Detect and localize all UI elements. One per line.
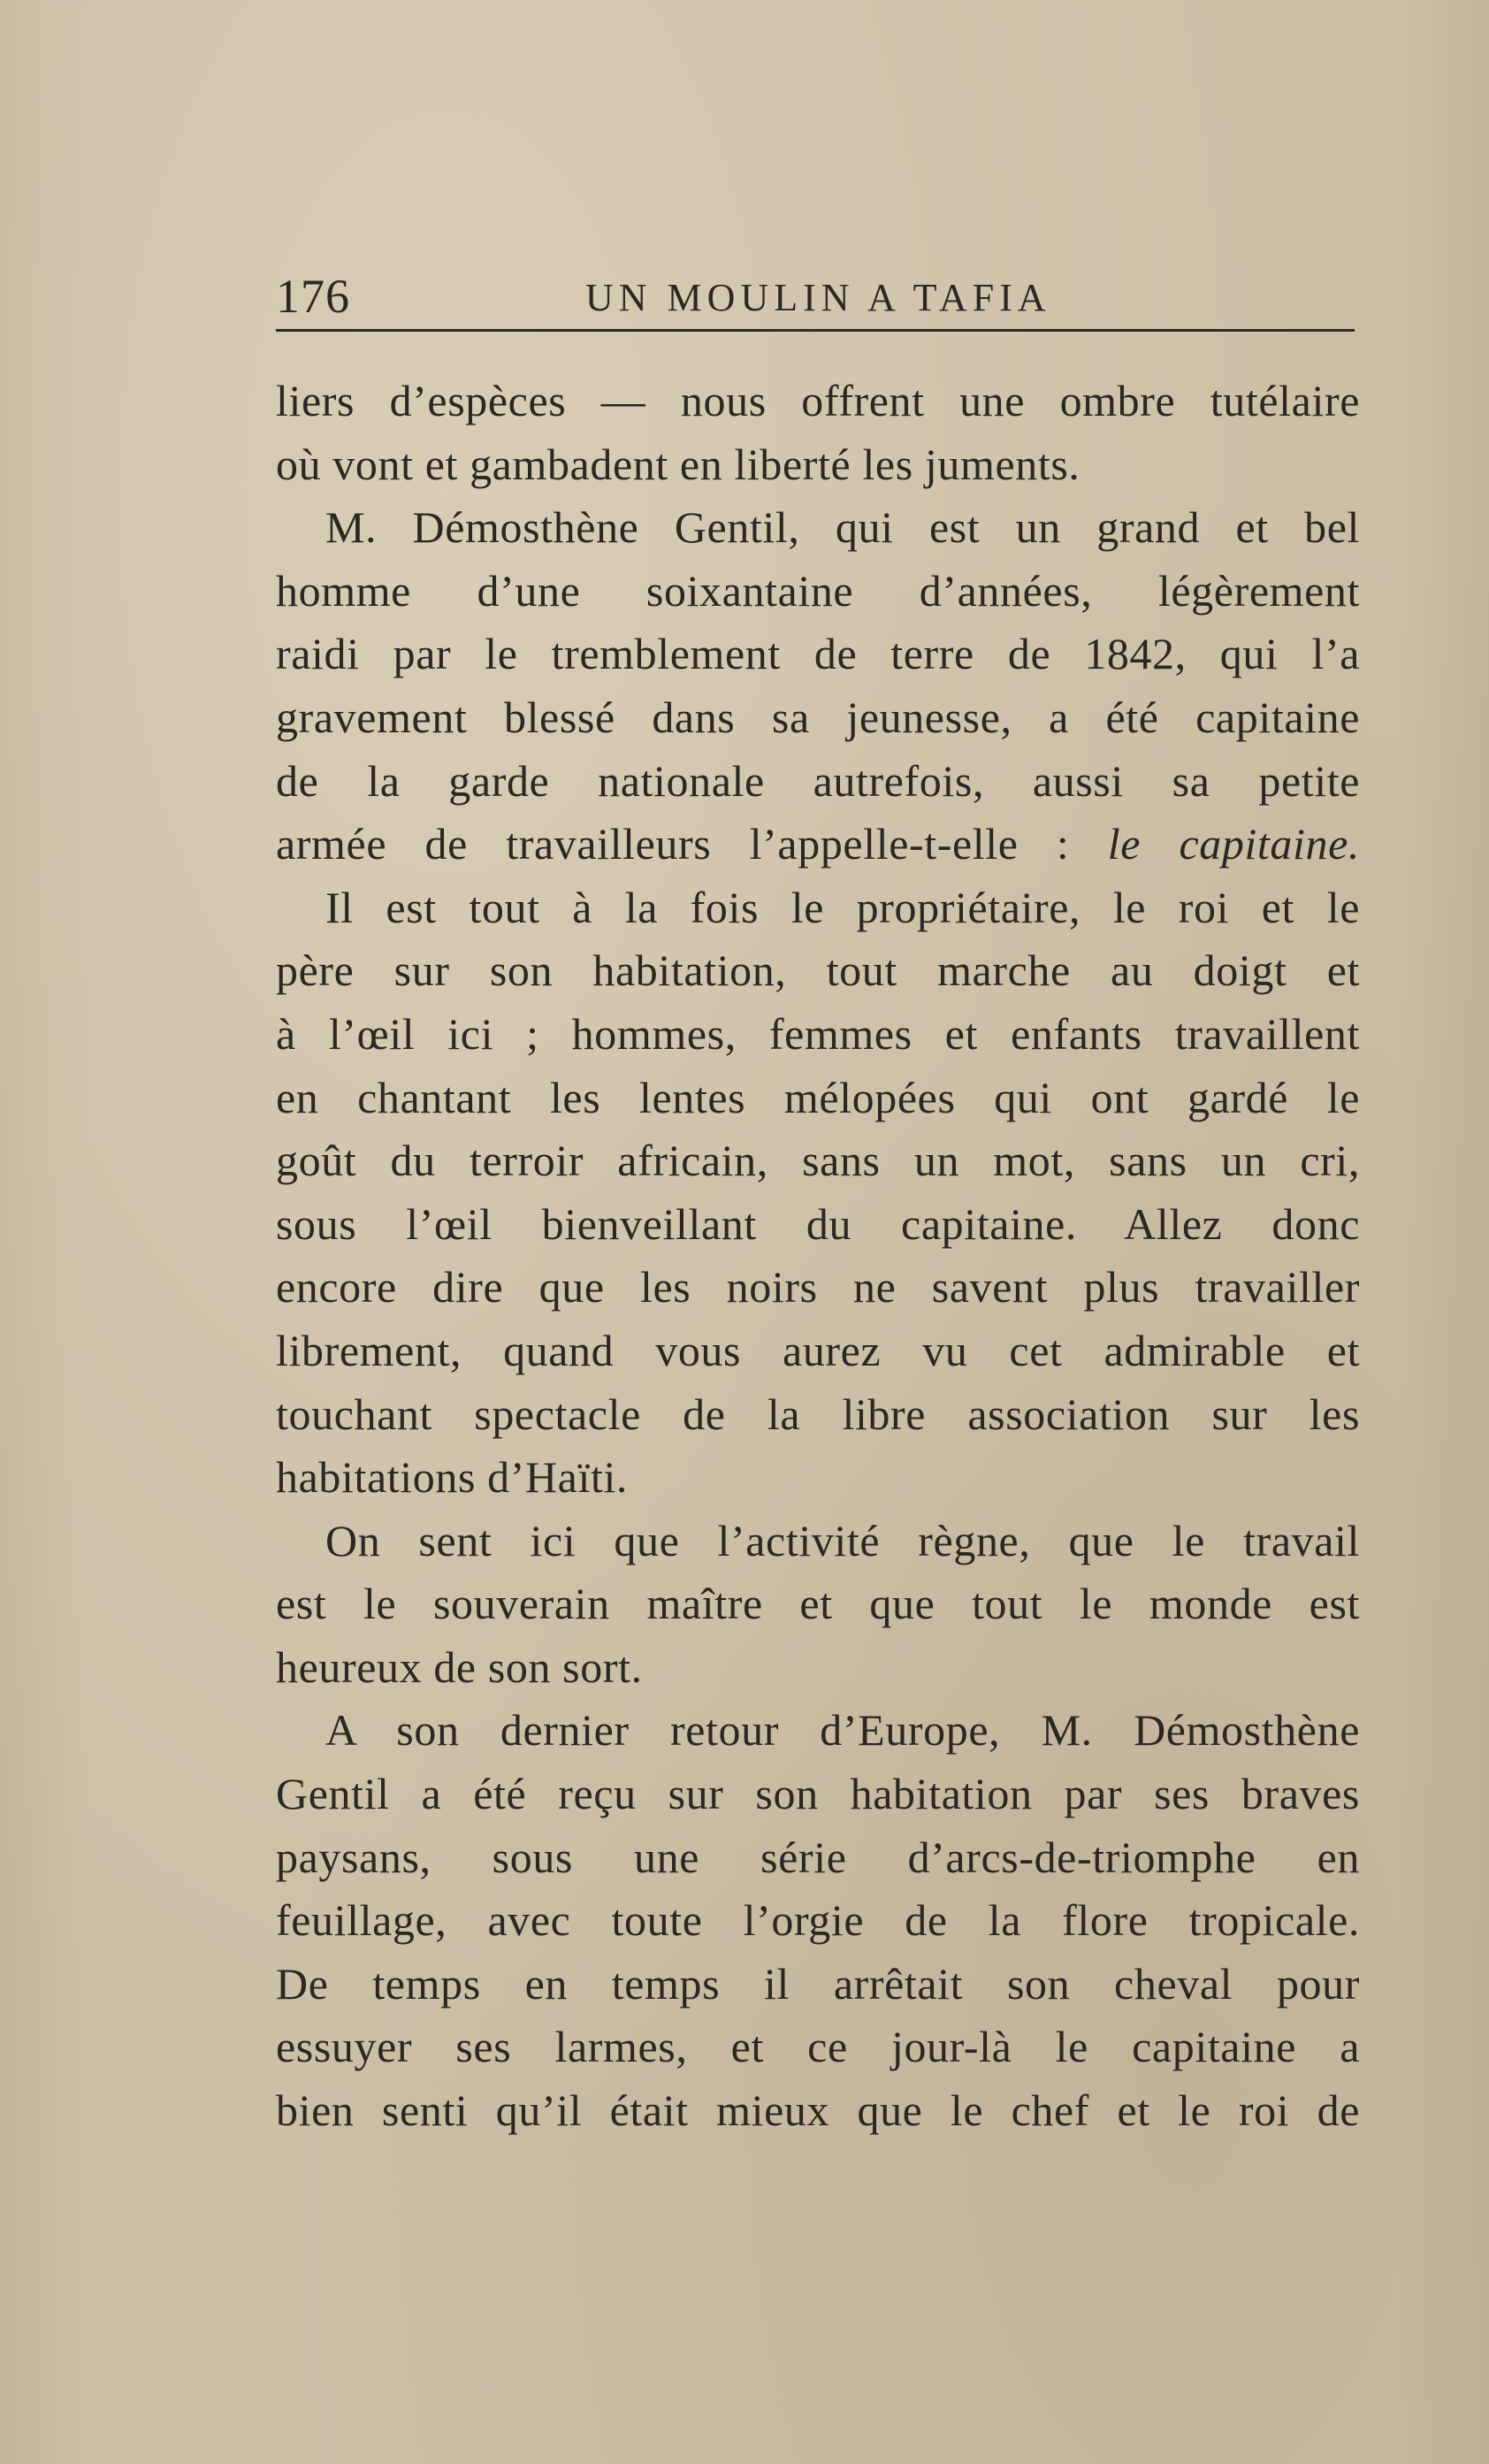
body-text <box>276 370 1360 2143</box>
text-line: habitations d’Haïti. <box>276 1452 629 1503</box>
text-line: heureux de son sort. <box>276 1641 643 1692</box>
text-line: liers d’espèces — nous offrent une ombre tutélaire <box>276 376 1360 425</box>
paragraph-start-line: On sent ici que l’activité règne, que le travail <box>325 1515 1360 1565</box>
running-head <box>276 265 1355 327</box>
text-line: sous l’œil bienveillant du capitaine. Allez donc <box>276 1198 1360 1249</box>
paragraph-start-line: M. Démosthène Gentil, qui est un grand et bel <box>325 502 1360 553</box>
text-line: homme d’une soixantaine d’années, légèrement <box>276 565 1360 616</box>
text-line: raidi par le tremblement de terre de 1842, qui l’a <box>276 629 1360 679</box>
text-line: de la garde nationale autrefois, aussi sa petite <box>276 755 1360 806</box>
text-line: De temps en temps il arrêtait son cheval pour <box>276 1958 1360 2009</box>
text-line: où vont et gambadent en liberté les juments. <box>276 439 1080 489</box>
text-line: en chantant les lentes mélopées qui ont gardé le <box>276 1072 1360 1122</box>
text-line <box>276 813 1360 876</box>
text-line: père sur son habitation, tout marche au doigt et <box>276 945 1360 996</box>
line-text: armée de travailleurs l’appelle-t-elle : <box>276 819 1070 869</box>
text-line: essuyer ses larmes, et ce jour-là le capitaine a <box>276 2022 1360 2072</box>
text-line: paysans, sous une série d’arcs-de-triomphe en <box>276 1832 1360 1882</box>
text-line: bien senti qu’il était mieux que le chef et le roi de <box>276 2085 1360 2136</box>
text-line: encore dire que les noirs ne savent plus travailler <box>276 1262 1360 1312</box>
page-number: 176 <box>276 270 350 323</box>
running-title: UN MOULIN A TAFIA <box>585 276 1051 319</box>
text-line: gravement blessé dans sa jeunesse, a été capitaine <box>276 692 1360 742</box>
header-rule <box>276 329 1355 332</box>
text-line: librement, quand vous aurez vu cet admirable et <box>276 1325 1360 1375</box>
paragraph-start-line: A son dernier retour d’Europe, M. Démosthène <box>325 1705 1360 1756</box>
italic-phrase: le capitaine. <box>1107 819 1361 869</box>
paragraph-start-line: Il est tout à la fois le propriétaire, le roi et le <box>325 882 1360 932</box>
text-line: touchant spectacle de la libre association sur les <box>276 1389 1360 1439</box>
text-line: Gentil a été reçu sur son habitation par ses braves <box>276 1769 1360 1819</box>
text-line: feuillage, avec toute l’orgie de la flore tropicale. <box>276 1895 1360 1946</box>
text-line: est le souverain maître et que tout le monde est <box>276 1579 1360 1629</box>
text-line: goût du terroir africain, sans un mot, sans un cri, <box>276 1136 1360 1186</box>
text-line: à l’œil ici ; hommes, femmes et enfants travaillent <box>276 1008 1360 1059</box>
